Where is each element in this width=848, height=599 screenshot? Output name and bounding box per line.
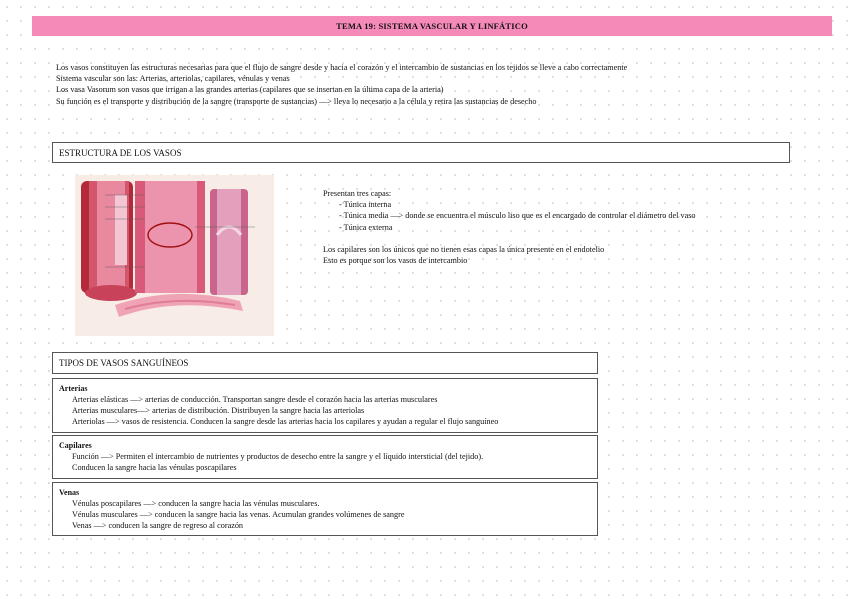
intro-line: Sistema vascular son las: Arterias, arteriolas, capilares, vénulas y venas: [56, 74, 290, 84]
vessel-layers-text: [323, 188, 695, 266]
spacer: [323, 233, 695, 244]
capillary-note: Los capilares son los únicos que no tienen esas capas la única presente en el endotelio: [323, 244, 605, 254]
layer-item: - Túnica externa: [339, 222, 393, 232]
intro-text: [56, 62, 627, 107]
card-line: Arterias elásticas —> arterias de conducción. Transportan sangre desde el corazón hacia las arterias musculares: [72, 395, 438, 404]
card-capilares: [52, 435, 598, 479]
layers-intro: Presentan tres capas:: [323, 189, 392, 198]
capillary-note: Esto es porque son los vasos de intercambio: [323, 256, 468, 266]
card-line: Venas —> conducen la sangre de regreso al corazón: [72, 521, 244, 531]
card-line: Conducen la sangre hacia las vénulas poscapilares: [72, 463, 237, 473]
card-title: Arterias: [59, 384, 88, 393]
card-venas: [52, 482, 598, 536]
card-title: Venas: [59, 488, 80, 497]
card-line: Arteriolas —> vasos de resistencia. Conducen la sangre desde las arterias hacia los capilares y ayudan a regular el flujo sanguíneo: [72, 417, 499, 427]
blood-vessel-layers-illustration: [75, 175, 274, 336]
layer-item: - Túnica media —> donde se encuentra el músculo liso que es el encargado de controlar el diámetro del vaso: [339, 211, 696, 221]
intro-line: Su función es el transporte y distribución de la sangre (transporte de sustancias) —> lleva lo necesario a la célula y retira las sustancias de desecho: [56, 96, 537, 106]
card-line: Vénulas poscapilares —> conducen la sangre hacia las vénulas musculares.: [72, 499, 320, 508]
intro-line: Los vasa Vasorum son vasos que irrigan a las grandes arterias (capilares que se insertan en la última capa de la arteria): [56, 85, 444, 95]
layer-item: - Túnica interna: [339, 200, 392, 210]
card-line: Función —> Permiten el intercambio de nutrientes y productos de desecho entre la sangre y el líquido intersticial (del tejido).: [72, 452, 484, 461]
card-line: Vénulas musculares —> conducen la sangre hacia las venas. Acumulan grandes volúmenes de sangre: [72, 510, 405, 520]
section-heading-tipos: TIPOS DE VASOS SANGUÍNEOS: [52, 352, 598, 374]
card-title: Capilares: [59, 441, 92, 450]
page-title: TEMA 19: SISTEMA VASCULAR Y LINFÁTICO: [32, 16, 832, 36]
section-heading-estructura: ESTRUCTURA DE LOS VASOS: [52, 142, 790, 163]
card-arterias: [52, 378, 598, 433]
card-line: Arterias musculares—> arterias de distribución. Distribuyen la sangre hacia las arteriolas: [72, 406, 365, 416]
intro-line: Los vasos constituyen las estructuras necesarias para que el flujo de sangre desde y hacia el corazón y el intercambio de sustancias en los tejidos se lleve a cabo correctamente: [56, 63, 628, 72]
